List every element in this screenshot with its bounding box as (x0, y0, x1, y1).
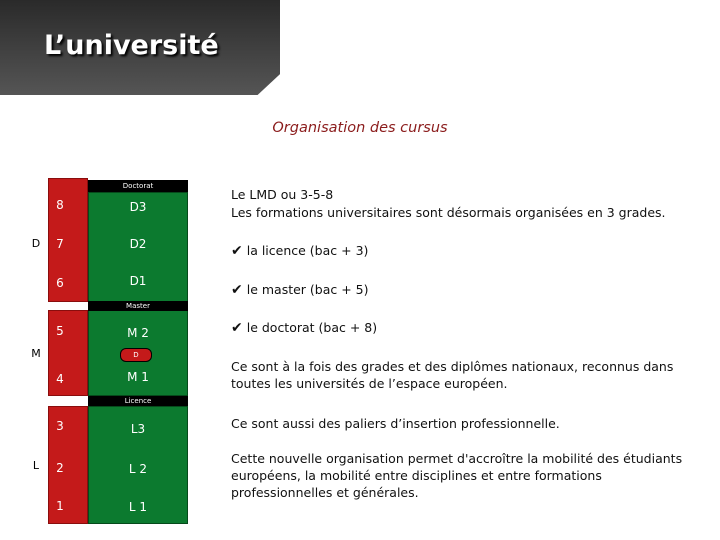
level-number: 5 (56, 324, 64, 338)
mobility-text-c: , la mobilité entre disciplines et entre formations professionnelles et générales. (231, 468, 602, 500)
side-letter-d: D (31, 237, 41, 250)
master-pill: D (120, 348, 152, 362)
level-number: 3 (56, 419, 64, 433)
check-icon: ✔ (231, 243, 243, 259)
doctorat-bar: Doctorat (88, 180, 188, 192)
check-icon: ✔ (231, 320, 243, 336)
bullet-master (231, 281, 706, 299)
level-number: 4 (56, 372, 64, 386)
bullet-bold: le master (246, 282, 306, 297)
level-number: 7 (56, 237, 64, 251)
bullet-doctorat (231, 319, 706, 337)
bullet-bold: la licence (246, 243, 306, 258)
level-label: L3 (130, 422, 146, 436)
check-icon: ✔ (231, 282, 243, 298)
lmd-intro: Les formations universitaires sont désormais organisées en 3 grades. (231, 205, 666, 220)
level-number: 8 (56, 198, 64, 212)
master-bar: Master (88, 301, 188, 311)
level-number: 1 (56, 499, 64, 513)
level-label: L 2 (128, 462, 148, 476)
page-title: L’université (44, 30, 219, 61)
paragraph-insertion: Ce sont aussi des paliers d’insertion professionnelle. (231, 416, 560, 431)
mobility-text-a: Cette nouvelle organisation permet d'accroître (231, 451, 528, 466)
bullet-rest: (bac + 8) (314, 320, 378, 335)
level-label: D1 (129, 274, 147, 288)
paragraph-grades: Ce sont à la fois des grades et des diplômes nationaux, reconnus dans toutes les universités de l’espace européen. (231, 359, 674, 391)
bullet-rest: (bac + 3) (305, 243, 369, 258)
level-number: 2 (56, 461, 64, 475)
level-label: M 1 (127, 370, 149, 384)
bullet-bold: le doctorat (246, 320, 315, 335)
side-letter-m: M (31, 347, 41, 360)
level-label: D2 (129, 237, 147, 251)
paragraph-mobility (231, 450, 706, 501)
mobility-text-b: la mobilité des étudiants européens (231, 451, 683, 483)
lmd-heading: Le LMD ou 3-5-8 (231, 187, 334, 202)
bullet-rest: (bac + 5) (305, 282, 369, 297)
licence-bar: Licence (88, 396, 188, 406)
level-label: M 2 (127, 326, 149, 340)
bullet-licence (231, 242, 706, 260)
side-letter-l: L (32, 459, 40, 472)
level-label: L 1 (128, 500, 148, 514)
page-subtitle: Organisation des cursus (272, 120, 448, 136)
level-label: D3 (129, 200, 147, 214)
level-number: 6 (56, 276, 64, 290)
